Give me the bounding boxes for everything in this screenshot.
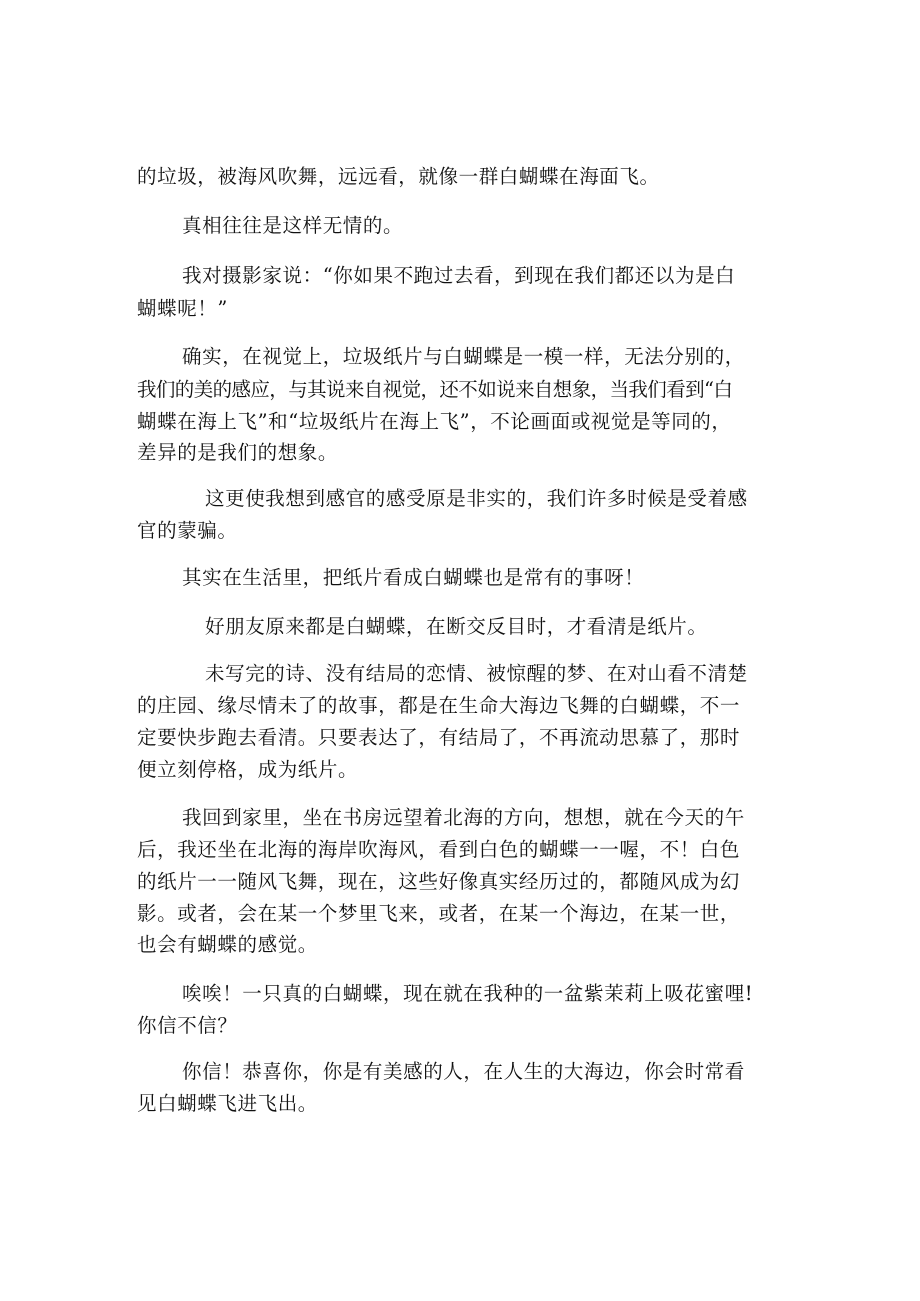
text-line: 我回到家里，坐在书房远望着北海的方向，想想，就在今天的午 <box>182 806 745 829</box>
text-line: 唉唉！一只真的白蝴蝶，现在就在我种的一盆紫茉莉上吸花蜜哩! <box>182 982 754 1005</box>
text-line: 差异的是我们的想象。 <box>137 441 339 464</box>
text-line: 的纸片一一随风飞舞，现在，这些好像真实经历过的，都随风成为幻 <box>137 870 741 893</box>
text-line: 见白蝴蝶飞进飞出。 <box>137 1092 318 1115</box>
text-line: 的庄园、缘尽情未了的故事，都是在生命大海边飞舞的白蝴蝶，不一 <box>137 694 741 717</box>
text-line: 未写完的诗、没有结局的恋情、被惊醒的梦、在对山看不清楚 <box>205 662 748 685</box>
text-line: 真相往往是这样无情的。 <box>182 214 404 237</box>
text-line: 的垃圾，被海风吹舞，远远看，就像一群白蝴蝶在海面飞。 <box>137 165 660 188</box>
text-line: 蝴蝶呢！” <box>137 297 228 320</box>
text-line: 蝴蝶在海上飞”和“垃圾纸片在海上飞”，不论画面或视觉是等同的， <box>137 410 732 433</box>
text-line: 好朋友原来都是白蝴蝶，在断交反目时，才看清是纸片。 <box>205 615 708 638</box>
text-line: 我对摄影家说：“你如果不跑过去看，到现在我们都还以为是白 <box>182 264 736 287</box>
text-line: 也会有蝴蝶的感觉。 <box>137 933 318 956</box>
text-line: 后，我还坐在北海的海岸吹海风，看到白色的蝴蝶一一喔，不！白色 <box>137 838 741 861</box>
text-line: 你信！恭喜你，你是有美感的人，在人生的大海边，你会时常看 <box>182 1060 745 1083</box>
text-line: 我们的美的感应，与其说来自视觉，还不如说来自想象，当我们看到“白 <box>137 378 733 401</box>
text-line: 确实，在视觉上，垃圾纸片与白蝴蝶是一模一样，无法分别的， <box>182 345 745 368</box>
text-line: 影。或者，会在某一个梦里飞来，或者，在某一个海边，在某一世， <box>137 902 741 925</box>
text-line: 官的蒙骗。 <box>137 519 238 542</box>
text-line: 你信不信？ <box>137 1014 238 1037</box>
text-line: 定要快步跑去看清。只要表达了，有结局了，不再流动思慕了，那时 <box>137 726 741 749</box>
text-line: 这更使我想到感官的感受原是非实的，我们许多时候是受着感 <box>205 487 748 510</box>
text-line: 其实在生活里，把纸片看成白蝴蝶也是常有的事呀！ <box>182 566 645 589</box>
text-line: 便立刻停格，成为纸片。 <box>137 758 359 781</box>
